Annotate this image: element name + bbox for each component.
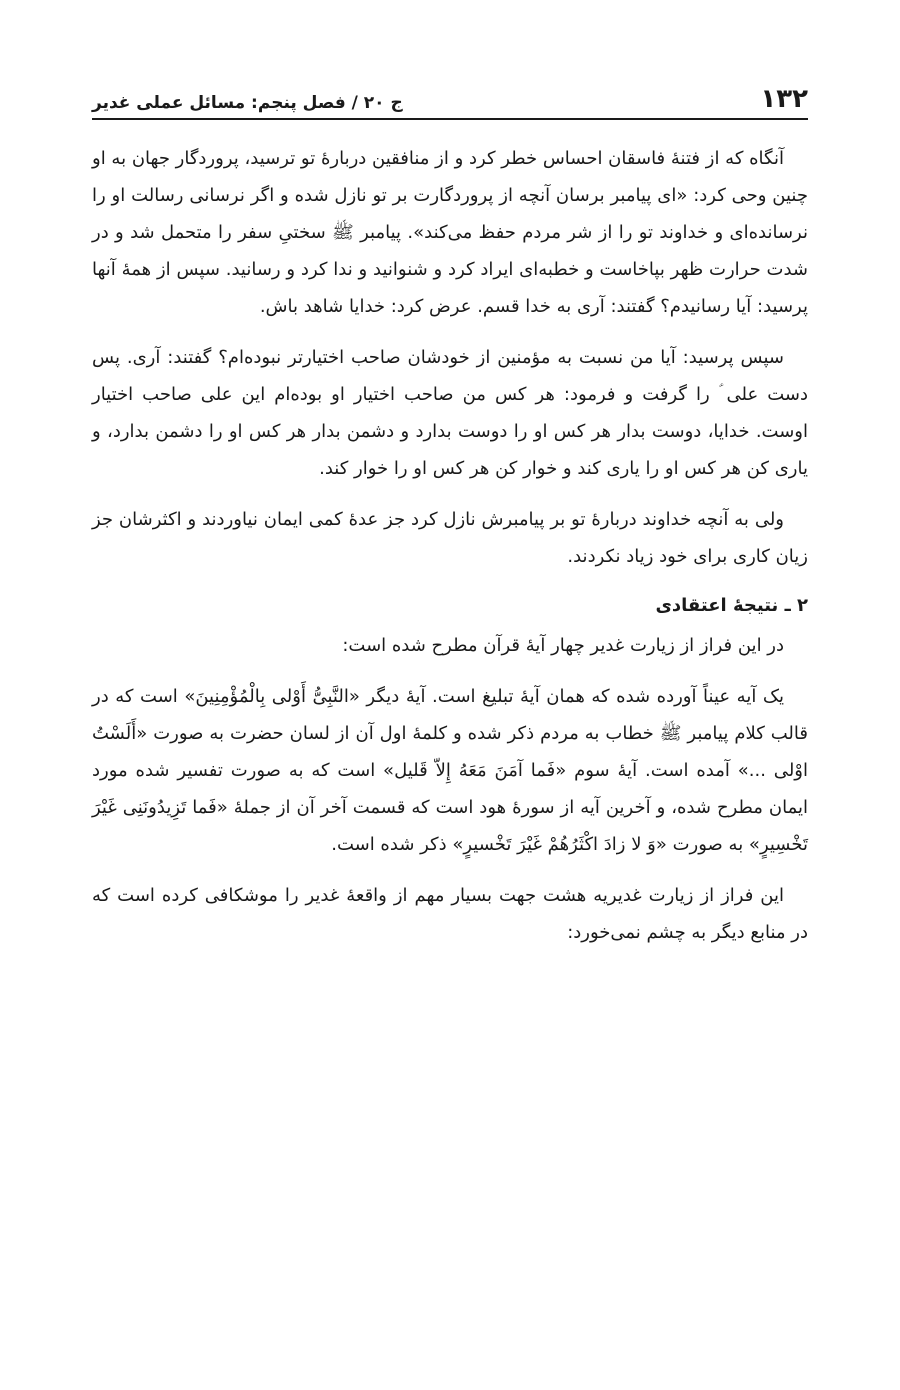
page-body xyxy=(92,140,808,951)
section-paragraph-1: در این فراز از زیارت غدیر چهار آیهٔ قرآن مطرح شده است: xyxy=(342,635,784,656)
paragraph-3: ولی به آنچه خداوند دربارهٔ تو بر پیامبرش نازل کرد جز عدهٔ کمی ایمان نیاوردند و اکثرشان جز زیان کاری برای خود زیاد نکردند. xyxy=(92,509,808,567)
section-paragraph-3: این فراز از زیارت غدیریه هشت جهت بسیار مهم از واقعهٔ غدیر را موشکافی کرده است که در منابع دیگر به چشم نمی‌خورد: xyxy=(92,885,808,943)
running-header xyxy=(92,60,808,120)
running-title: ج ۲۰ / فصل پنجم: مسائل عملی غدیر xyxy=(92,93,403,113)
page-number: ۱۳۲ xyxy=(760,84,808,114)
section-heading: ۲ ـ نتیجهٔ اعتقادی xyxy=(655,595,808,616)
paragraph-1: آنگاه که از فتنهٔ فاسقان احساس خطر کرد و از منافقین دربارهٔ تو ترسید، پروردگار جهان به او چنین وحی کرد: «ای پیامبر برسان آنچه از پروردگارت بر تو نازل شده و اگر نرسانی رسالت او را نرسانده‌ای و خداوند تو را از شر مردم حفظ می‌کند». پیامبر ﷺ سختیِ سفر را متحمل شد و در شدت حرارت ظهر بپاخاست و خطبه‌ای ایراد کرد و شنوانید و ندا کرد و رسانید. سپس از همهٔ آنها پرسید: آیا رسانیدم؟ گفتند: آری به خدا قسم. عرض کرد: خدایا شاهد باش. xyxy=(92,148,808,317)
section-paragraph-2: یک آیه عیناً آورده شده که همان آیهٔ تبلیغ است. آیهٔ دیگر «النَّبِیُّ أَوْلی بِالْمُؤْمِنِینَ» است که در قالب کلام پیامبر ﷺ خطاب به مردم ذکر شده و کلمهٔ اول آن از لسان حضرت به صورت «أَلَسْتُ اوْلی ...» آمده است. آیهٔ سوم «فَما آمَنَ مَعَهُ إِلاّ قَلیل» است که به صورت تفسیر شده مورد ایمان مطرح شده، و آخرین آیه از سورهٔ هود است که قسمت آخر آن از جملهٔ «فَما تَزِیدُونَنِی غَیْرَ تَخْسِیرٍ» به صورت «وَ لا زادَ اکْثَرُهُمْ غَیْرَ تَخْسیرٍ» ذکر شده است. xyxy=(92,686,808,855)
book-page xyxy=(92,60,808,1350)
paragraph-2: سپس پرسید: آیا من نسبت به مؤمنین از خودشان صاحب اختیارتر نبوده‌ام؟ گفتند: آری. پس دست علی ؑ را گرفت و فرمود: هر کس من صاحب اختیار او بوده‌ام این علی صاحب اختیار اوست. خدایا، دوست بدار هر کس او را دوست بدارد و دشمن بدار هر کس او را دشمن بدارد، و یاری کن هر کس او را یاری کند و خوار کن هر کس او را خوار کند. xyxy=(92,347,808,479)
